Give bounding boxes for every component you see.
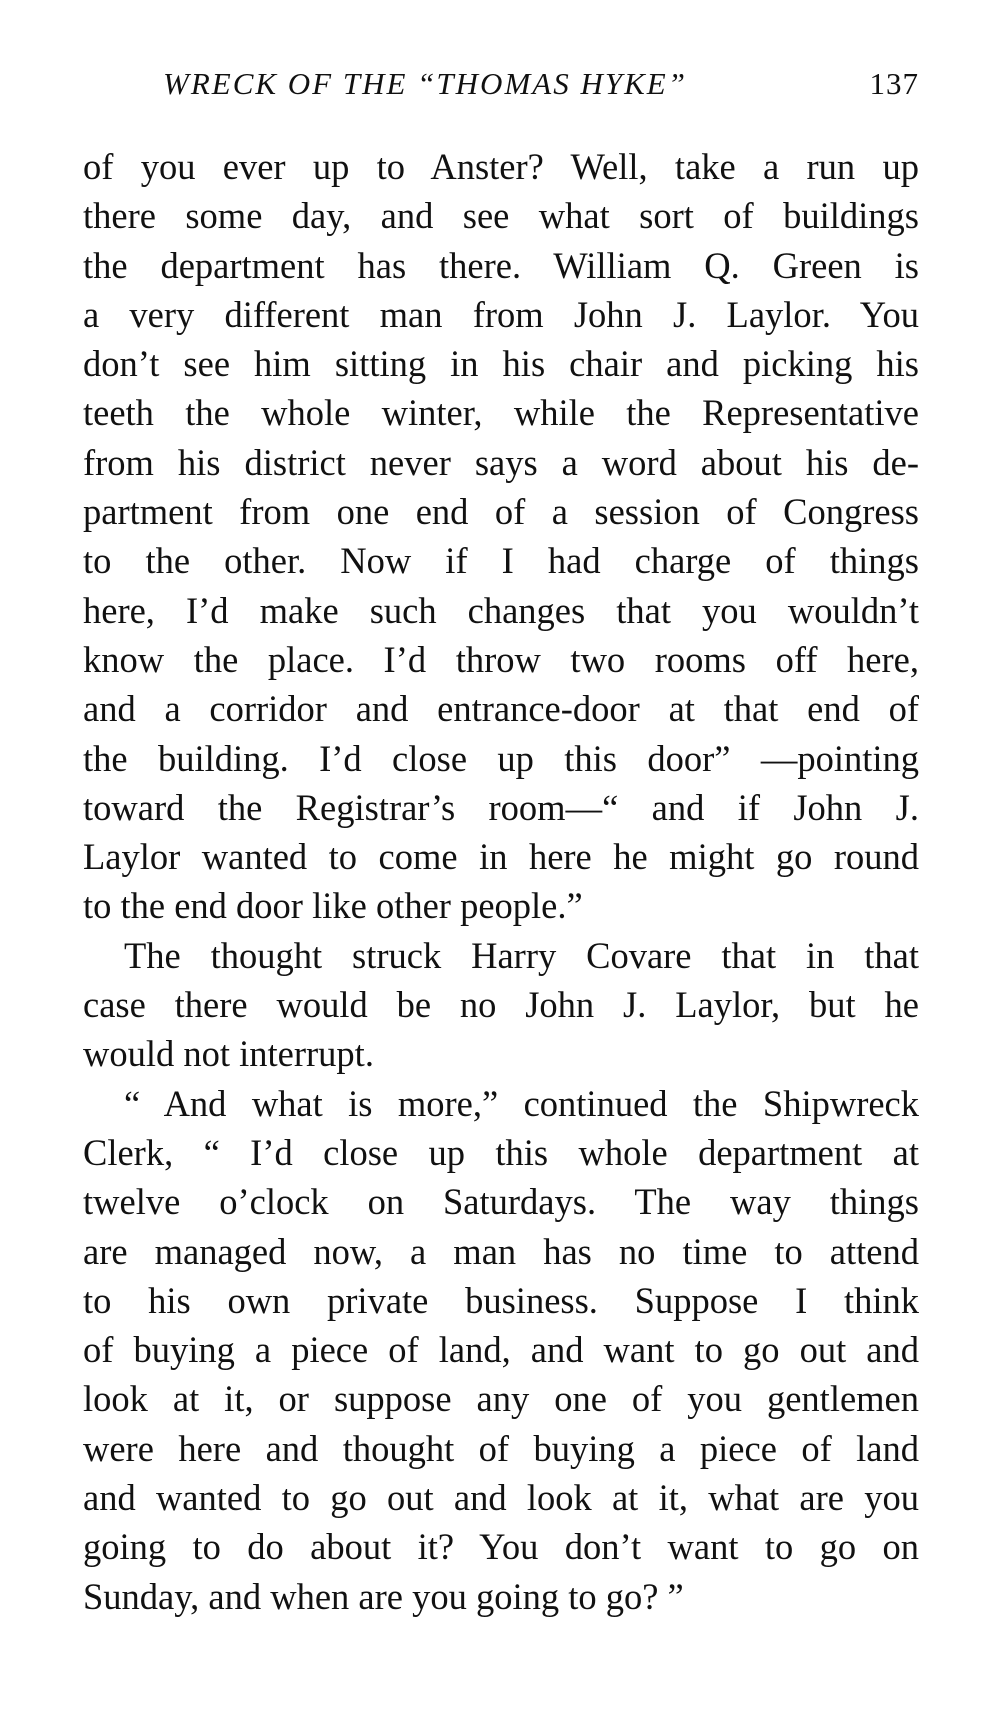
text-line: twelve o’clock on Saturdays. The way things	[83, 1181, 919, 1223]
text-line: Laylor wanted to come in here he might go round	[83, 836, 919, 878]
body-text	[83, 142, 919, 1621]
text-line: partment from one end of a session of Congress	[83, 491, 919, 533]
running-head	[83, 66, 919, 106]
text-line: from his district never says a word about his de-	[83, 441, 919, 483]
running-title: WRECK OF THE “THOMAS HYKE”	[163, 66, 687, 101]
text-line: of you ever up to Anster? Well, take a run up	[83, 146, 919, 187]
text-line: the building. I’d close up this door” —pointing	[83, 737, 919, 779]
text-line: there some day, and see what sort of buildings	[83, 195, 919, 237]
text-line: would not interrupt.	[83, 1033, 374, 1075]
text-line: a very different man from John J. Laylor. You	[83, 293, 919, 335]
text-line: were here and thought of buying a piece of land	[83, 1427, 919, 1469]
text-line: to the other. Now if I had charge of things	[83, 540, 919, 582]
text-line: case there would be no John J. Laylor, but he	[83, 984, 919, 1026]
text-line: of buying a piece of land, and want to go out and	[83, 1329, 919, 1371]
text-line: and wanted to go out and look at it, what are you	[83, 1477, 919, 1519]
text-line: the department has there. William Q. Green is	[83, 244, 919, 286]
text-line: Sunday, and when are you going to go? ”	[83, 1575, 684, 1617]
page-number: 137	[869, 66, 919, 101]
text-line: The thought struck Harry Covare that in that	[124, 934, 919, 976]
text-line: to his own private business. Suppose I think	[83, 1279, 919, 1321]
text-line: are managed now, a man has no time to attend	[83, 1230, 919, 1272]
text-line: going to do about it? You don’t want to go on	[83, 1526, 919, 1568]
text-line: here, I’d make such changes that you wouldn’t	[83, 589, 919, 631]
text-line: look at it, or suppose any one of you gentlemen	[83, 1378, 919, 1420]
text-line: Clerk, “ I’d close up this whole department at	[83, 1131, 919, 1173]
text-line: and a corridor and entrance-door at that end of	[83, 688, 919, 730]
text-line: teeth the whole winter, while the Representative	[83, 392, 919, 434]
text-line: toward the Registrar’s room—“ and if John J.	[83, 786, 919, 828]
text-line: don’t see him sitting in his chair and picking his	[83, 343, 919, 385]
text-line: to the end door like other people.”	[83, 885, 583, 927]
text-line: “ And what is more,” continued the Shipwreck	[124, 1082, 919, 1124]
text-line: know the place. I’d throw two rooms off here,	[83, 638, 919, 680]
